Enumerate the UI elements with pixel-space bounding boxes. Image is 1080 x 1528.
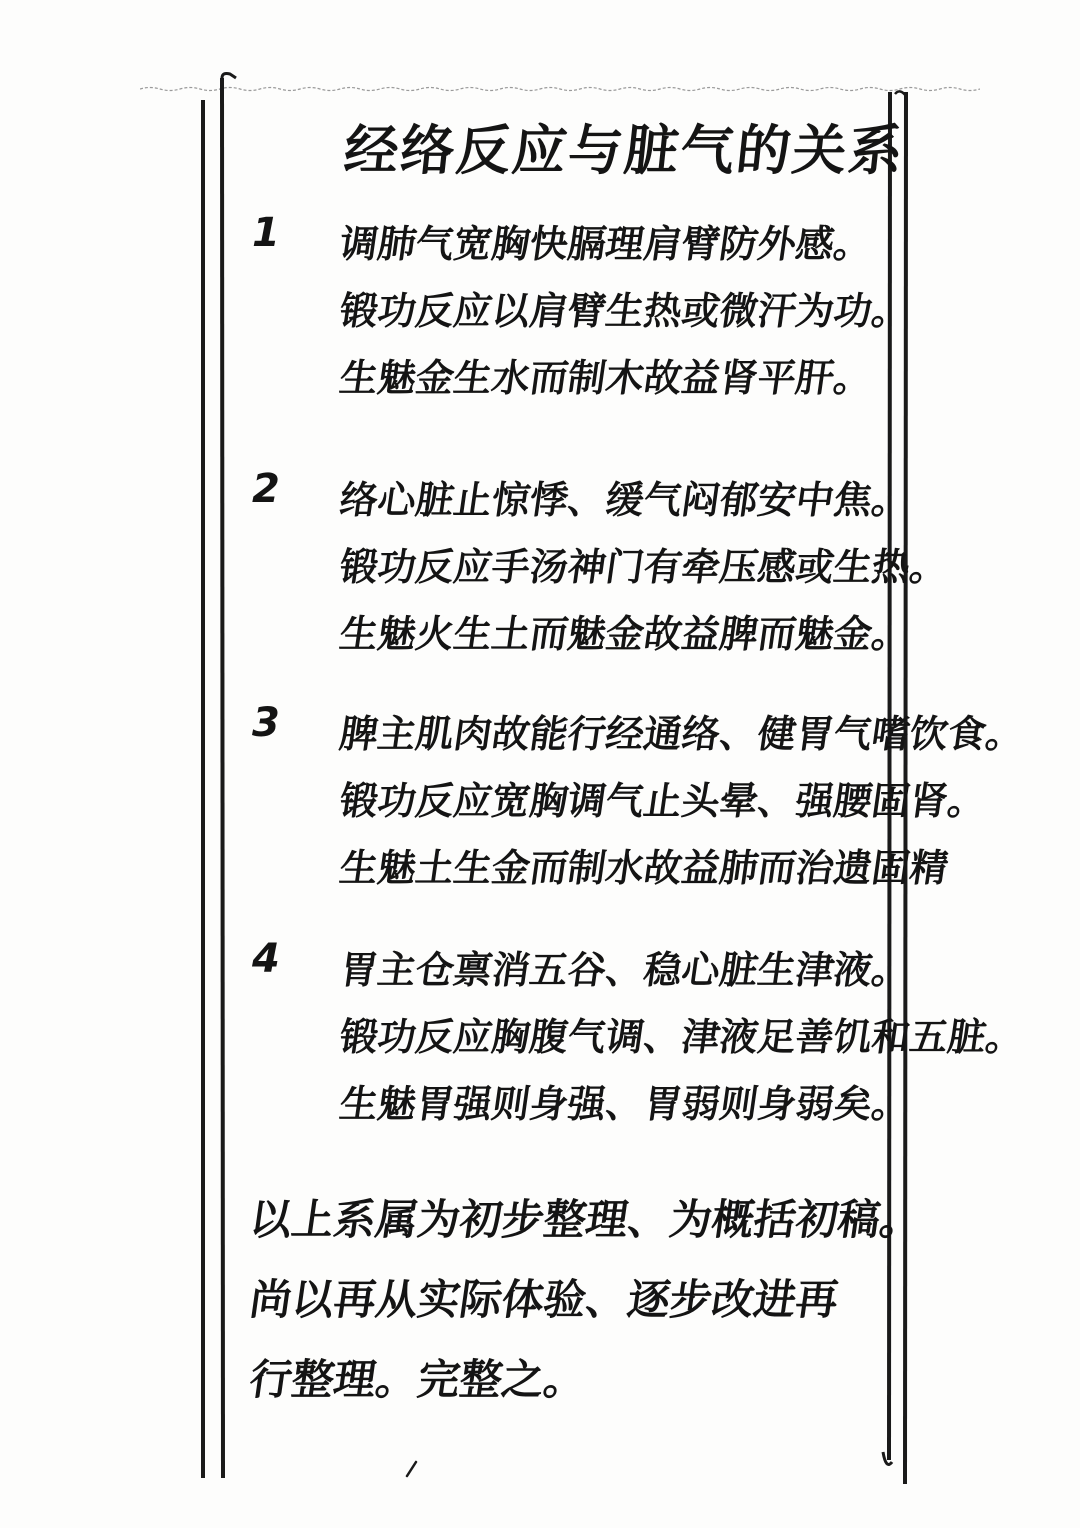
- section-lines: [336, 700, 1028, 901]
- section-line: 锻功反应以肩臂生热或微汗为功。: [336, 288, 914, 333]
- document-title: [341, 108, 908, 185]
- section-line: 生魅金生水而制木故益肾平肝。: [336, 355, 876, 400]
- conclusion-paragraph: [246, 1180, 926, 1420]
- section-line: 生魅胃强则身强、胃弱则身弱矣。: [336, 1081, 914, 1126]
- section-line: 锻功反应宽胸调气止头晕、强腰固肾。: [336, 778, 990, 823]
- conclusion-line: 尚以再从实际体验、逐步改进再: [246, 1275, 842, 1324]
- section-line: 调肺气宽胸快膈理肩臂防外感。: [336, 221, 876, 266]
- section-number: 3: [252, 700, 280, 746]
- section-number: 2: [252, 466, 280, 512]
- section-line: 锻功反应胸腹气调、津液足善饥和五脏。: [336, 1014, 1028, 1059]
- section-line: 脾主肌肉故能行经通络、健胃气嗜饮食。: [336, 711, 1028, 756]
- section-lines: [336, 210, 914, 411]
- section-line: 生魅火生土而魅金故益脾而魅金。: [336, 611, 914, 656]
- section-number: 1: [252, 210, 280, 256]
- section-lines: [336, 466, 952, 667]
- section-line: 胃主仓禀消五谷、稳心脏生津液。: [336, 947, 914, 992]
- section-line: 生魅土生金而制水故益肺而治遗固精: [336, 845, 952, 890]
- document-title-text: 经络反应与脏气的关系: [341, 118, 908, 182]
- section-line: 锻功反应手汤神门有牵压感或生热。: [336, 544, 952, 589]
- conclusion-line: 以上系属为初步整理、为概括初稿。: [246, 1195, 926, 1244]
- section-number: 4: [252, 936, 280, 982]
- section-lines: [336, 936, 1028, 1137]
- section-line: 络心脏止惊悸、缓气闷郁安中焦。: [336, 477, 914, 522]
- stray-pen-mark: [404, 1458, 424, 1478]
- conclusion-line: 行整理。完整之。: [246, 1355, 590, 1404]
